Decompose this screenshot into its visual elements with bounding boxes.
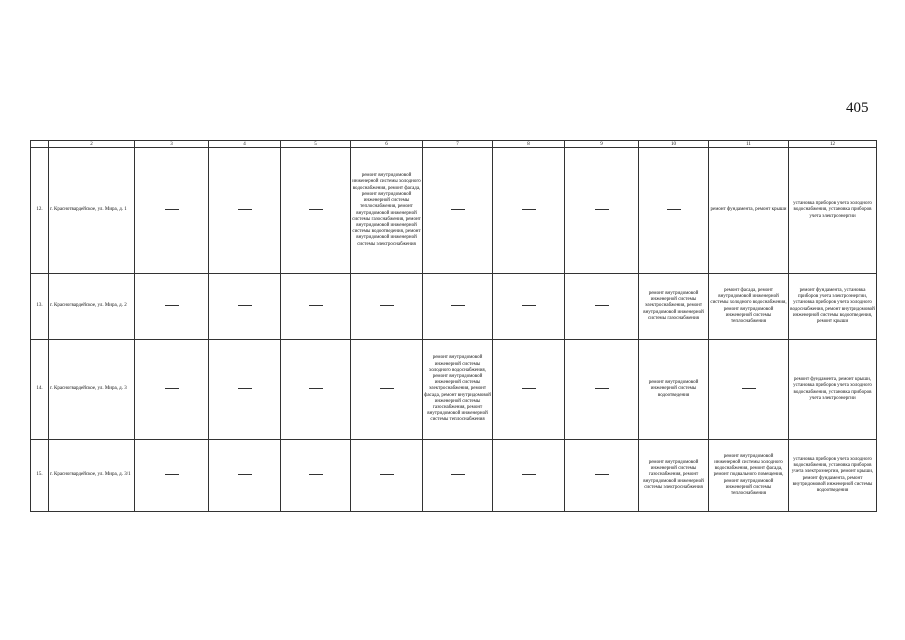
header-cell: 10 (639, 141, 709, 148)
empty-cell (565, 340, 639, 440)
empty-cell (135, 340, 209, 440)
empty-cell (135, 274, 209, 340)
header-cell: 3 (135, 141, 209, 148)
repair-schedule-table (30, 140, 877, 512)
works-cell: ремонт внутридомовой инженерной системы газоснабжения, ремонт внутридомовой инженерной системы электроснабжения (639, 440, 709, 512)
header-cell: 4 (209, 141, 281, 148)
header-cell: 7 (423, 141, 493, 148)
empty-cell (423, 440, 493, 512)
empty-cell (351, 274, 423, 340)
empty-cell (639, 148, 709, 274)
empty-cell (209, 340, 281, 440)
table-row (31, 340, 877, 440)
dash-mark (165, 388, 179, 389)
header-cell: 8 (493, 141, 565, 148)
dash-mark (522, 474, 536, 475)
empty-cell (423, 148, 493, 274)
address-cell: г. Краснотвардейское, ул. Мира, д. 1 (49, 148, 135, 274)
dash-mark (309, 388, 323, 389)
works-cell: ремонт фундамента, ремонт крыши (709, 148, 789, 274)
works-cell: установка приборов учета холодного водоснабжения, установка приборов учета электроэнергии (789, 148, 877, 274)
empty-cell (565, 274, 639, 340)
row-number: 14. (31, 340, 49, 440)
dash-mark (451, 474, 465, 475)
page-number: 405 (846, 100, 869, 116)
dash-mark (238, 305, 252, 306)
dash-mark (165, 474, 179, 475)
dash-mark (595, 305, 609, 306)
header-cell: 9 (565, 141, 639, 148)
works-cell: ремонт внутридомовой инженерной системы холодного водоснабжения, ремонт фасада, ремонт внутридомовой инженерной системы теплоснабжения, ремонт внутридомовой инженерной системы газоснабжения, ремонт внутридомовой инженерной системы водоотведения, ремонт внутридомовой инженерной системы электроснабжения (351, 148, 423, 274)
header-cell: 5 (281, 141, 351, 148)
dash-mark (667, 209, 681, 210)
dash-mark (742, 388, 756, 389)
dash-mark (238, 388, 252, 389)
works-cell: ремонт фасада, ремонт внутридомовой инженерной системы холодного водоснабжения, ремонт внутридомовой инженерной системы теплоснабжения (709, 274, 789, 340)
dash-mark (309, 209, 323, 210)
empty-cell (209, 148, 281, 274)
dash-mark (309, 474, 323, 475)
address-cell: г. Красногвардейское, ул. Мира, д. 3/1 (49, 440, 135, 512)
row-number: 15. (31, 440, 49, 512)
address-cell: г. Красногвардейское, ул. Мира, д. 2 (49, 274, 135, 340)
empty-cell (709, 340, 789, 440)
works-cell: установка приборов учета холодного водоснабжения, установка приборов учета электроэнергии, ремонт крыши, ремонт фундамента, ремонт внутридомовой инженерной системы водоотведения (789, 440, 877, 512)
table-row (31, 440, 877, 512)
dash-mark (238, 474, 252, 475)
empty-cell (281, 340, 351, 440)
address-cell: г. Красногвардейское, ул. Мира, д. 3 (49, 340, 135, 440)
table-row (31, 274, 877, 340)
empty-cell (493, 148, 565, 274)
header-cell: 11 (709, 141, 789, 148)
dash-mark (380, 388, 394, 389)
works-cell: ремонт фундамента, ремонт крыши, установка приборов учета холодного водоснабжения, установка приборов учета электроэнергии (789, 340, 877, 440)
works-cell: ремонт внутридомовой инженерной системы холодного водоснабжения, ремонт внутридомовой инженерной системы электроснабжения, ремонт фасада, ремонт внутридомовой инженерной системы газоснабжения, ремонт внутридомовой инженерной системы теплоснабжения (423, 340, 493, 440)
row-number: 13. (31, 274, 49, 340)
works-cell: ремонт внутридомовой инженерной системы электроснабжения, ремонт внутридомовой инженерной системы газоснабжения (639, 274, 709, 340)
empty-cell (423, 274, 493, 340)
header-cell: 6 (351, 141, 423, 148)
empty-cell (565, 148, 639, 274)
header-row (31, 141, 877, 148)
dash-mark (595, 474, 609, 475)
dash-mark (595, 388, 609, 389)
works-cell: ремонт внутридомовой инженерной системы водоотведения (639, 340, 709, 440)
header-cell-blank (31, 141, 49, 148)
dash-mark (522, 305, 536, 306)
dash-mark (522, 388, 536, 389)
dash-mark (380, 305, 394, 306)
empty-cell (209, 440, 281, 512)
dash-mark (238, 209, 252, 210)
empty-cell (493, 340, 565, 440)
header-cell: 2 (49, 141, 135, 148)
table-row (31, 148, 877, 274)
dash-mark (522, 209, 536, 210)
empty-cell (209, 274, 281, 340)
empty-cell (351, 340, 423, 440)
header-cell: 12 (789, 141, 877, 148)
empty-cell (281, 440, 351, 512)
dash-mark (451, 305, 465, 306)
dash-mark (451, 209, 465, 210)
empty-cell (565, 440, 639, 512)
dash-mark (165, 305, 179, 306)
empty-cell (493, 440, 565, 512)
row-number: 12. (31, 148, 49, 274)
works-cell: ремонт фундамента, установка приборов учета электроэнергии, установка приборов учета холодного водоснабжения, ремонт внутридомовой инженерной системы водоотведения, ремонт крыши (789, 274, 877, 340)
dash-mark (380, 474, 394, 475)
works-cell: ремонт внутридомовой инженерной системы холодного водоснабжения, ремонт фасада, ремонт подвального помещения, ремонт внутридомовой инженерной системы теплоснабжения (709, 440, 789, 512)
empty-cell (493, 274, 565, 340)
empty-cell (281, 148, 351, 274)
empty-cell (135, 440, 209, 512)
empty-cell (135, 148, 209, 274)
dash-mark (595, 209, 609, 210)
empty-cell (281, 274, 351, 340)
dash-mark (309, 305, 323, 306)
empty-cell (351, 440, 423, 512)
dash-mark (165, 209, 179, 210)
